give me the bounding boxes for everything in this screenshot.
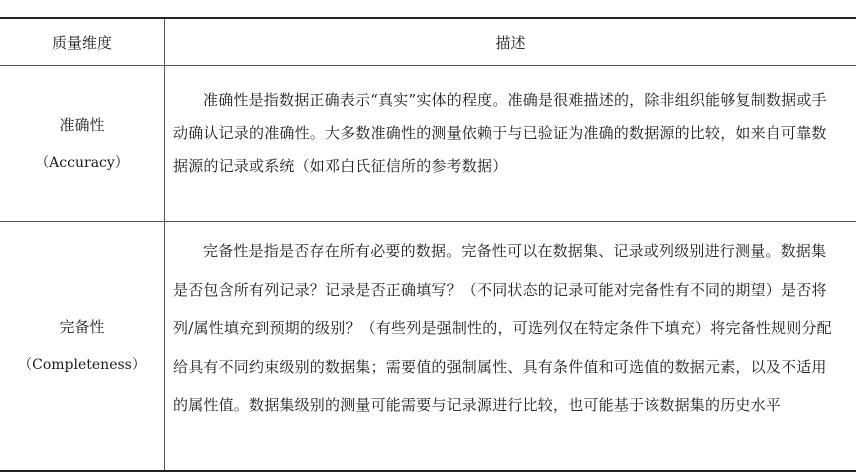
dimension-cell-accuracy [0, 66, 165, 221]
dimension-english: （Completeness） [18, 357, 146, 373]
dimension-cell-completeness [0, 222, 165, 470]
quality-dimensions-table [0, 17, 856, 472]
table-row-completeness [0, 222, 856, 470]
dimension-english: （Accuracy） [35, 154, 129, 171]
description-text: 准确性是指数据正确表示“真实”实体的程度。准确是很难描述的，除非组织能够复制数据或手动确认记录的准确性。大多数准确性的测量依赖于与已验证为准确的数据源的比较，如来自可靠数据源的记录或系统（如邓白氏征信所的参考数据） [173, 91, 827, 175]
dimension-name: 准确性 [59, 115, 105, 134]
header-description: 描述 [495, 33, 526, 52]
description-cell-accuracy [165, 66, 856, 221]
header-dimension: 质量维度 [0, 19, 165, 65]
table-header-row [0, 19, 856, 66]
description-cell-completeness [165, 222, 856, 470]
description-text: 完备性是指是否存在所有必要的数据。完备性可以在数据集、记录或列级别进行测量。数据集是否包含所有列记录？记录是否正确填写？（不同状态的记录可能对完备性有不同的期望）是否将列/属性填充到预期的级别？（有些列是强制性的，可选列仅在特定条件下填充）将完备性规则分配给具有不同约束级别的数据集；需要值的强制属性、具有条件值和可选值的数据元素，以及不适用的属性值。数据集级别的测量可能需要与记录源进行比较，也可能基于该数据集的历史水平 [173, 242, 832, 414]
dimension-name: 完备性 [59, 318, 105, 336]
table-row-accuracy [0, 66, 856, 222]
